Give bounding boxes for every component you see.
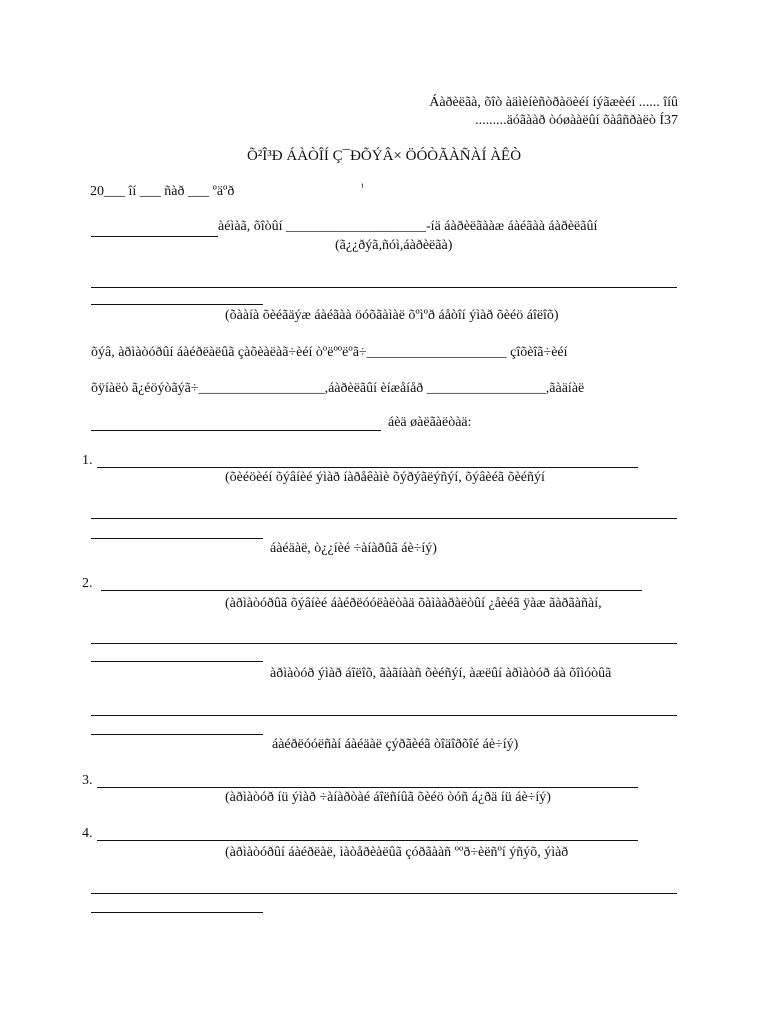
document-title: Õ²Î³Ð ÁÀÒÎÍ Ç¯ÐÕÝÂ× ÖÓÒÃÀÑÀÍ ÀÊÒ — [246, 148, 522, 164]
item-1-number: 1. — [82, 453, 93, 468]
blank-line[interactable] — [91, 643, 677, 644]
item-3-note-1: (àðìàòóð íü ýìàð ÷àíàðòàé áîëñíûã õèéö òóñ á¿ðä íü áè÷íý) — [225, 790, 551, 805]
item-2-number: 2. — [82, 576, 93, 591]
blank-line[interactable] — [91, 538, 263, 539]
item-2-note-1: (àðìàòóðûã õýâíèé áàéðëóóëàëòàä õàìààðàëòûí ¿åèéã ÿàæ ãàðãàñàí, — [225, 596, 602, 611]
header-line-1: Áàðèëãà, õîò àäìèíèñòðàöèéí íýãæèéí ...... îíû — [429, 95, 678, 110]
item-2-note-2: àðìàòóð ýìàð áîëîõ, ãàãíààñ õèéñýí, àæëûí àðìàòóð áà õîìóòûã — [270, 666, 612, 681]
intro-note-2: (õààíà õèéãäýæ áàéãàà öóõãàìàë õºìºð áåòîí ýìàð õèéö áîëîõ) — [225, 308, 559, 323]
intro-note-1: (ã¿¿ðýã,ñóì,áàðèëãà) — [335, 238, 453, 253]
intro-line-5: áèä øàëãàëòàä: — [388, 415, 472, 430]
intro-line-1: àéìàã, õîòûí ____________________-íä áàðèëãààæ áàéãàà áàðèëãûí — [218, 219, 598, 234]
item-1-note-1: (õèéöèéí õýâíèé ýìàð íàðåêàìè õýðýãëýñýí, õýâèéã õèéñýí — [225, 470, 545, 485]
blank-line[interactable] — [91, 893, 677, 894]
blank-line[interactable] — [91, 734, 263, 735]
blank-line[interactable] — [91, 912, 263, 913]
item-4-note-1: (àðìàòóðûí áàéðëàë, ìàòåðèàëûã çóðãààñ ººð÷èëñºí ýñýõ, ýìàð — [225, 845, 569, 860]
item-2-note-3: áàéðëóóëñàí áàéäàë çýðãèéã òîäîðõîé áè÷íý) — [272, 737, 519, 752]
blank-line[interactable] — [91, 661, 263, 662]
date-footnote-mark: ¹ — [361, 182, 364, 193]
blank-line[interactable] — [97, 787, 638, 788]
item-3-number: 3. — [82, 773, 93, 788]
blank-line[interactable] — [91, 287, 677, 288]
blank-line[interactable] — [91, 715, 677, 716]
blank-line[interactable] — [97, 467, 638, 468]
header-line-2: .........äóãààð òóøààëûí õàâñðàëò Í37 — [475, 113, 678, 128]
blank-line[interactable] — [91, 236, 218, 237]
blank-line[interactable] — [91, 430, 381, 431]
date-line: 20___ îí ___ ñàð ___ ºäºð — [90, 184, 235, 199]
intro-line-4: õÿíàëò ã¿éöýòãýã÷__________________,áàðèëãûí èíæåíåð _________________,ãàäíàë — [91, 381, 585, 396]
blank-line[interactable] — [91, 518, 677, 519]
blank-line[interactable] — [101, 590, 642, 591]
item-1-note-2: áàéäàë, ò¿¿íèé ÷àíàðûã áè÷íý) — [270, 541, 437, 556]
intro-line-3: õýâ, àðìàòóðûí áàéðëàëûã çàõèàëàã÷èéí òºëººëºã÷____________________ çîõèîã÷èéí — [91, 345, 568, 360]
blank-line[interactable] — [91, 304, 263, 305]
item-4-number: 4. — [82, 826, 93, 841]
blank-line[interactable] — [97, 840, 638, 841]
